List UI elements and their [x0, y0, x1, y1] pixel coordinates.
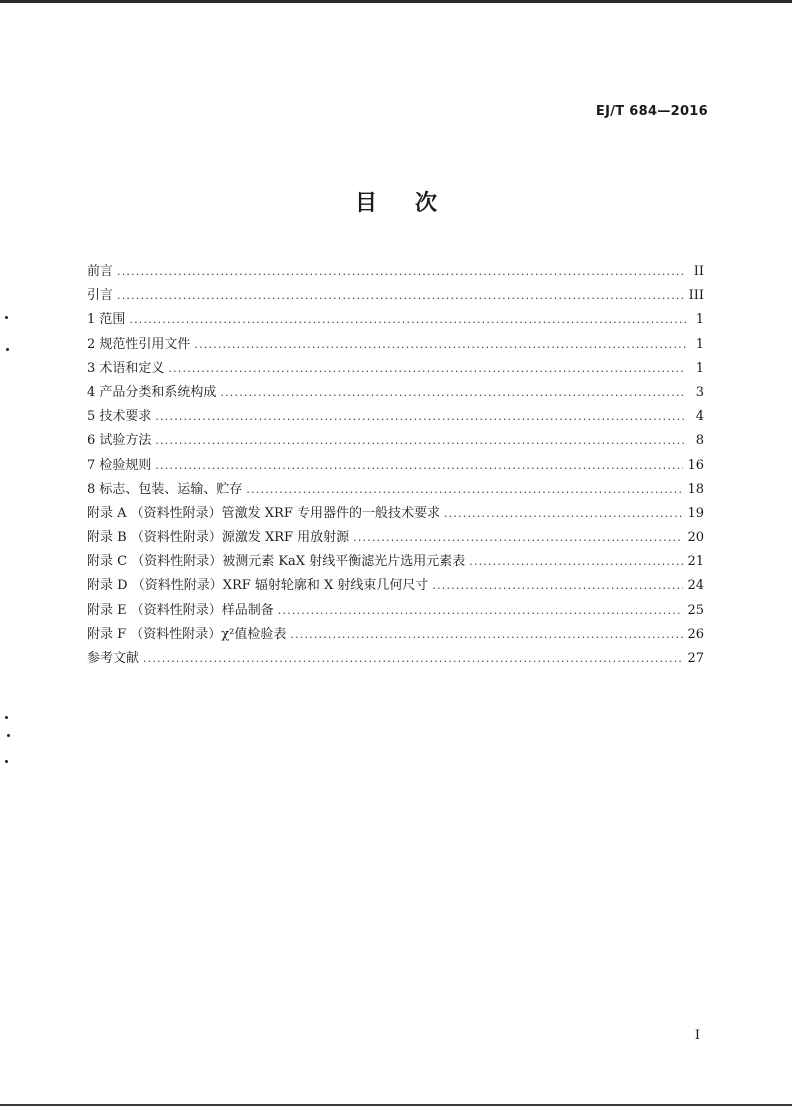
- toc-entry-label: 附录 F （资料性附录）χ²值检验表: [87, 626, 287, 642]
- toc-entry[interactable]: [87, 333, 704, 357]
- toc-entry-page: 20: [687, 530, 704, 546]
- scan-speck: [7, 734, 10, 737]
- toc-dot-leader: [143, 652, 683, 665]
- toc-entry-page: 25: [687, 602, 704, 618]
- toc-entry-label: 6 试验方法: [87, 433, 152, 449]
- toc-entry[interactable]: [87, 357, 704, 381]
- toc-entry[interactable]: [87, 526, 704, 550]
- toc-entry-label: 附录 E （资料性附录）样品制备: [87, 602, 274, 618]
- toc-entry-page: 18: [687, 481, 704, 497]
- toc-dot-leader: [155, 434, 686, 447]
- page-number: I: [694, 1028, 700, 1043]
- toc-entry-label: 8 标志、包装、运输、贮存: [87, 481, 243, 497]
- toc-entry[interactable]: [87, 284, 704, 308]
- toc-entry[interactable]: [87, 574, 704, 598]
- toc-entry-label: 参考文献: [87, 651, 140, 666]
- toc-entry-label: 2 规范性引用文件: [87, 336, 191, 352]
- toc-entry-page: 1: [695, 360, 704, 376]
- top-border-line: [0, 0, 792, 3]
- toc-entry-label: 附录 C （资料性附录）被测元素 KaX 射线平衡滤光片选用元素表: [87, 554, 466, 570]
- toc-dot-leader: [432, 579, 683, 592]
- toc-dot-leader: [117, 289, 685, 302]
- toc-entry-label: 附录 A （资料性附录）管激发 XRF 专用器件的一般技术要求: [87, 505, 440, 521]
- toc-entry-page: 1: [695, 336, 704, 352]
- toc-entry[interactable]: [87, 381, 704, 405]
- toc-dot-leader: [117, 265, 686, 278]
- toc-entry-label: 7 检验规则: [87, 457, 152, 473]
- toc-entry[interactable]: [87, 647, 704, 671]
- toc-entry[interactable]: [87, 623, 704, 647]
- toc-entry-page: 16: [687, 457, 704, 473]
- toc-dot-leader: [469, 555, 683, 568]
- toc-entry-page: II: [693, 264, 704, 279]
- toc-entry-label: 4 产品分类和系统构成: [87, 384, 217, 400]
- toc-entry-label: 5 技术要求: [87, 409, 152, 425]
- toc-dot-leader: [155, 459, 683, 472]
- toc-entry[interactable]: [87, 405, 704, 429]
- toc-entry-page: III: [688, 288, 704, 304]
- toc-entry-label: 引言: [87, 288, 114, 304]
- toc-dot-leader: [290, 628, 683, 641]
- toc-dot-leader: [444, 507, 683, 520]
- toc-entry-label: 附录 B （资料性附录）源激发 XRF 用放射源: [87, 530, 350, 546]
- toc-entry-label: 1 范围: [87, 312, 126, 328]
- toc-entry-label: 3 术语和定义: [87, 360, 165, 376]
- bottom-border-line: [0, 1104, 792, 1106]
- toc-entry[interactable]: [87, 550, 704, 574]
- toc-dot-leader: [129, 313, 686, 326]
- toc-entry-page: 8: [695, 433, 704, 449]
- toc-dot-leader: [194, 338, 686, 351]
- toc-entry-page: 26: [687, 626, 704, 642]
- toc-entry-page: 27: [687, 651, 704, 666]
- toc-dot-leader: [278, 604, 684, 617]
- toc-entry-label: 附录 D （资料性附录）XRF 辐射轮廓和 X 射线束几何尺寸: [87, 578, 429, 594]
- toc-title: 目次: [354, 191, 475, 216]
- toc-list: [87, 260, 704, 671]
- toc-entry[interactable]: [87, 454, 704, 478]
- toc-entry-page: 4: [695, 409, 704, 425]
- toc-dot-leader: [155, 410, 686, 423]
- scan-speck: [5, 716, 8, 719]
- toc-entry[interactable]: [87, 599, 704, 623]
- toc-dot-leader: [220, 386, 686, 399]
- toc-entry-label: 前言: [87, 264, 114, 279]
- toc-dot-leader: [168, 362, 686, 375]
- document-code: EJ/T 684—2016: [595, 104, 708, 119]
- toc-entry-page: 24: [687, 578, 704, 594]
- toc-dot-leader: [353, 531, 683, 544]
- toc-entry[interactable]: [87, 502, 704, 526]
- toc-entry[interactable]: [87, 260, 704, 284]
- toc-entry[interactable]: [87, 308, 704, 332]
- toc-entry-page: 21: [687, 554, 704, 570]
- toc-entry-page: 19: [687, 505, 704, 521]
- toc-dot-leader: [246, 483, 683, 496]
- toc-entry-page: 1: [695, 312, 704, 328]
- toc-entry-page: 3: [695, 384, 704, 400]
- scan-speck: [5, 760, 8, 763]
- scan-speck: [6, 348, 9, 351]
- toc-entry[interactable]: [87, 429, 704, 453]
- toc-entry[interactable]: [87, 478, 704, 502]
- scan-speck: [5, 316, 8, 319]
